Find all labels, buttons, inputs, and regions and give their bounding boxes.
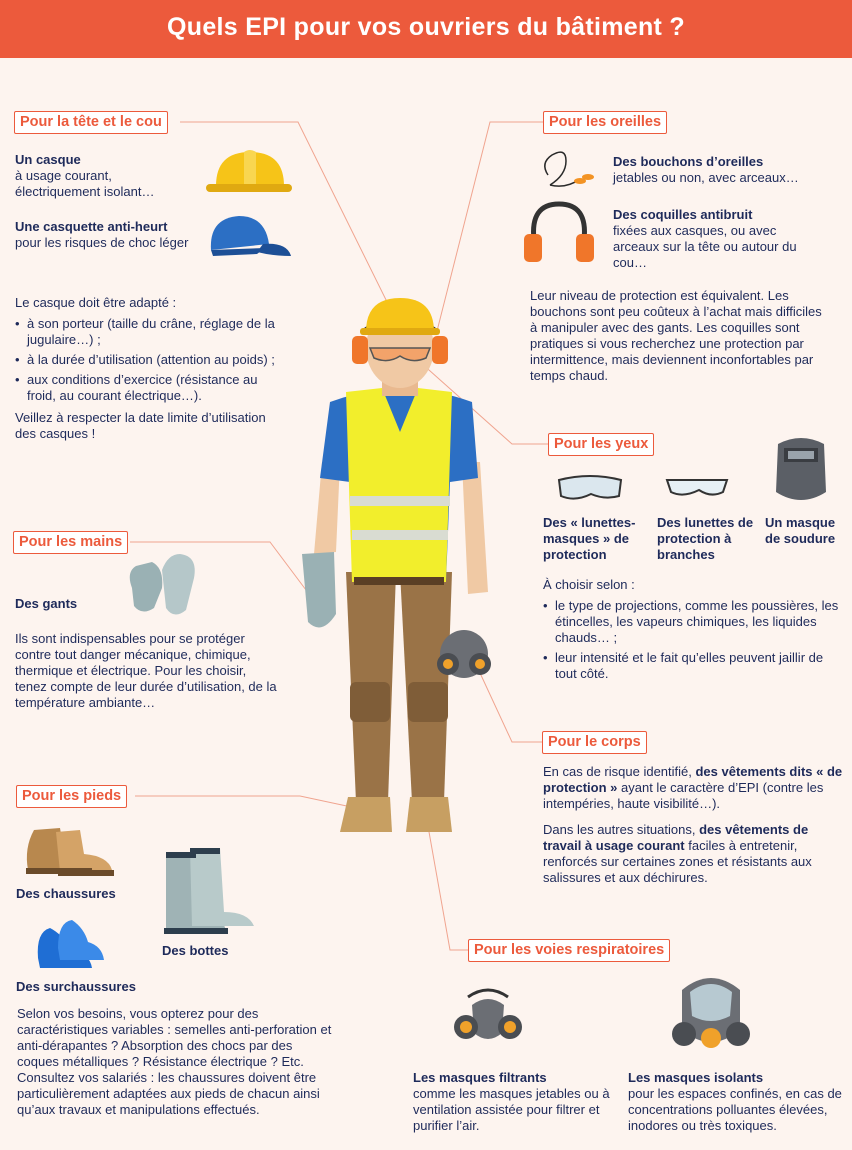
cap-icon [205,212,293,262]
eyes-details [543,577,843,686]
filter-mask-desc: comme les masques jetables ou à ventilation assistée pour filtrer et purifier l’air. [413,1086,610,1133]
shoes-label: Des chaussures [16,886,116,901]
feet-text: Selon vos besoins, vous opterez pour des caractéristiques variables : semelles anti-perforation et anti-dérapantes ? Absorption des chocs par des coques métalliques ? Résistance électrique ? Etc. Consultez vos salariés : les chaussures doivent être particulièrement adaptées aux pieds de chacun ainsi qu’aux travaux et manipulations effectués. [17,1006,332,1117]
body-p2-b: des vêtements de travail à usage courant [543,822,809,853]
helmet-icon [204,146,294,198]
page-title: Quels EPI pour vos ouvriers du bâtiment ? [0,0,852,58]
overshoes-icon [32,918,106,974]
section-label-hands: Pour les mains [13,531,128,554]
head-bullet: • à son porteur (taille du crâne, réglage de la jugulaire…) ; [15,316,275,348]
cap-title: Une casquette anti-heurt [15,219,168,234]
eyes-intro: À choisir selon : [543,577,635,592]
shoes-icon [20,824,116,880]
safety-glasses-icon [663,472,731,502]
section-label-head: Pour la tête et le cou [14,111,168,134]
ears-text: Leur niveau de protection est équivalent. Les bouchons sont peu coûteux à l’achat mais difficiles à manipuler avec des gants. Les coquilles sont pratiques si vous recherchez une protection par intermittence, mais deviennent inconfortables par temps chaud. [530,288,822,383]
filter-mask-title: Les masques filtrants [413,1070,547,1085]
gloves-title: Des gants [15,596,78,611]
helmet-text [15,152,200,200]
body-p2 [543,822,843,886]
head-bullet: • à la durée d’utilisation (attention au poids) ; [15,352,275,368]
earplugs-title: Des bouchons d’oreilles [613,154,764,169]
body-p2-c: faciles à entretenir, renforcés sur certaines zones et résistants aux salissures et aux déchirures. [543,838,812,885]
section-label-feet: Pour les pieds [16,785,127,808]
section-label-body: Pour le corps [542,731,647,754]
head-details [15,295,275,442]
hands-text: Ils sont indispensables pour se protéger contre tout danger mécanique, chimique, thermique et électrique. Pour les choisir, tenez compte de leur durée d’utilisation, de la température ambiante… [15,631,277,710]
isolating-mask-text [628,1070,848,1134]
eyes-bullet: • le type de projections, comme les poussières, les étincelles, les vapeurs chimiques, les liquides chauds… ; [543,598,843,646]
body-p2-a: Dans les autres situations, [543,822,700,837]
head-bullet: • aux conditions d’exercice (résistance au froid, au courant électrique…). [15,372,275,404]
goggles-icon [555,470,625,504]
cap-desc: pour les risques de choc léger [15,235,189,250]
earmuffs-desc: fixées aux casques, ou avec arceaux sur la tête ou autour du cou… [613,223,797,270]
section-label-eyes: Pour les yeux [548,433,654,456]
worker-illustration [296,292,506,840]
eyes-item-welding-mask: Un masque de soudure [765,515,836,546]
earmuffs-icon [520,200,598,266]
boots-icon [160,846,262,936]
section-label-ears: Pour les oreilles [543,111,667,134]
earplugs-text [613,154,843,186]
section-label-resp: Pour les voies respiratoires [468,939,670,962]
helmet-title: Un casque [15,152,81,167]
body-p1 [543,764,843,812]
earplugs-icon [536,145,596,195]
isolating-mask-icon [670,970,752,1058]
body-p1-b: des vêtements dits « de protection » [543,764,843,795]
body-p1-a: En cas de risque identifié, [543,764,696,779]
helmet-desc: à usage courant, électriquement isolant… [15,168,155,199]
cap-text [15,219,200,251]
isolating-mask-desc: pour les espaces confinés, en cas de concentrations polluantes élevées, inodores ou très toxiques. [628,1086,842,1133]
eyes-bullet: • leur intensité et le fait qu’elles peuvent jaillir de tout côté. [543,650,843,682]
boots-label: Des bottes [162,943,229,958]
earmuffs-title: Des coquilles antibruit [613,207,753,222]
filter-mask-text [413,1070,613,1134]
body-p1-c: ayant le caractère d’EPI (contre les intempéries, haute visibilité…). [543,780,824,811]
head-outro: Veillez à respecter la date limite d’utilisation des casques ! [15,410,266,441]
eyes-item-goggles: Des « lunettes-masques » de protection [543,515,636,562]
earmuffs-text [613,207,813,271]
earplugs-desc: jetables ou non, avec arceaux… [613,170,799,185]
eyes-item-glasses: Des lunettes de protection à branches [657,515,754,562]
overshoes-label: Des surchaussures [16,979,136,994]
filter-mask-icon [452,983,524,1055]
isolating-mask-title: Les masques isolants [628,1070,764,1085]
welding-mask-icon [770,432,832,508]
gloves-icon [122,548,204,624]
head-intro: Le casque doit être adapté : [15,295,177,310]
